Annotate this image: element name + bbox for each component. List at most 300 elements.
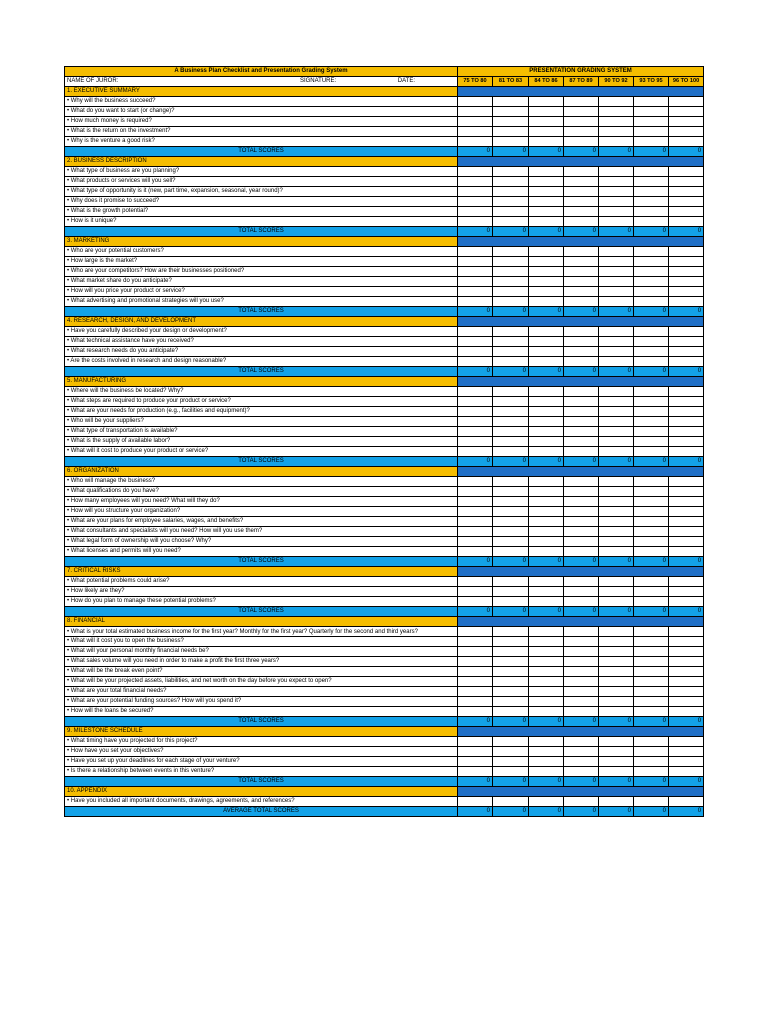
score-cell[interactable] xyxy=(493,507,529,517)
score-cell[interactable] xyxy=(493,247,529,257)
score-cell[interactable] xyxy=(493,167,529,177)
score-cell[interactable] xyxy=(529,707,564,717)
score-cell[interactable] xyxy=(529,137,564,147)
score-cell[interactable] xyxy=(458,447,493,457)
score-cell[interactable] xyxy=(493,387,529,397)
score-cell[interactable] xyxy=(669,267,704,277)
score-cell[interactable] xyxy=(529,527,564,537)
score-cell[interactable] xyxy=(599,287,634,297)
score-cell[interactable] xyxy=(599,337,634,347)
score-cell[interactable] xyxy=(564,247,599,257)
score-cell[interactable] xyxy=(493,107,529,117)
score-cell[interactable] xyxy=(599,497,634,507)
score-cell[interactable] xyxy=(564,637,599,647)
score-cell[interactable] xyxy=(529,587,564,597)
score-cell[interactable] xyxy=(564,447,599,457)
score-cell[interactable] xyxy=(458,337,493,347)
score-cell[interactable] xyxy=(669,187,704,197)
score-cell[interactable] xyxy=(458,487,493,497)
score-cell[interactable] xyxy=(634,587,669,597)
score-cell[interactable] xyxy=(493,667,529,677)
score-cell[interactable] xyxy=(599,737,634,747)
score-cell[interactable] xyxy=(599,587,634,597)
score-cell[interactable] xyxy=(529,477,564,487)
score-cell[interactable] xyxy=(669,297,704,307)
score-cell[interactable] xyxy=(564,697,599,707)
score-cell[interactable] xyxy=(599,747,634,757)
score-cell[interactable] xyxy=(529,167,564,177)
score-cell[interactable] xyxy=(669,547,704,557)
score-cell[interactable] xyxy=(599,487,634,497)
score-cell[interactable] xyxy=(458,497,493,507)
score-cell[interactable] xyxy=(458,267,493,277)
score-cell[interactable] xyxy=(458,537,493,547)
score-cell[interactable] xyxy=(458,657,493,667)
score-cell[interactable] xyxy=(634,657,669,667)
score-cell[interactable] xyxy=(634,687,669,697)
score-cell[interactable] xyxy=(458,427,493,437)
score-cell[interactable] xyxy=(493,497,529,507)
score-cell[interactable] xyxy=(669,357,704,367)
score-cell[interactable] xyxy=(529,257,564,267)
score-cell[interactable] xyxy=(493,527,529,537)
score-cell[interactable] xyxy=(458,597,493,607)
score-cell[interactable] xyxy=(599,677,634,687)
score-cell[interactable] xyxy=(564,407,599,417)
score-cell[interactable] xyxy=(493,267,529,277)
score-cell[interactable] xyxy=(599,387,634,397)
score-cell[interactable] xyxy=(634,647,669,657)
score-cell[interactable] xyxy=(493,797,529,807)
score-cell[interactable] xyxy=(564,217,599,227)
score-cell[interactable] xyxy=(634,767,669,777)
score-cell[interactable] xyxy=(669,677,704,687)
score-cell[interactable] xyxy=(599,447,634,457)
score-cell[interactable] xyxy=(529,417,564,427)
score-cell[interactable] xyxy=(529,487,564,497)
score-cell[interactable] xyxy=(493,767,529,777)
score-cell[interactable] xyxy=(529,747,564,757)
score-cell[interactable] xyxy=(564,597,599,607)
score-cell[interactable] xyxy=(634,207,669,217)
score-cell[interactable] xyxy=(669,697,704,707)
score-cell[interactable] xyxy=(564,747,599,757)
score-cell[interactable] xyxy=(564,327,599,337)
score-cell[interactable] xyxy=(493,417,529,427)
score-cell[interactable] xyxy=(493,407,529,417)
score-cell[interactable] xyxy=(493,347,529,357)
score-cell[interactable] xyxy=(669,707,704,717)
score-cell[interactable] xyxy=(634,387,669,397)
score-cell[interactable] xyxy=(493,257,529,267)
score-cell[interactable] xyxy=(599,397,634,407)
score-cell[interactable] xyxy=(634,757,669,767)
score-cell[interactable] xyxy=(564,167,599,177)
score-cell[interactable] xyxy=(564,337,599,347)
score-cell[interactable] xyxy=(634,397,669,407)
score-cell[interactable] xyxy=(634,357,669,367)
score-cell[interactable] xyxy=(669,327,704,337)
score-cell[interactable] xyxy=(634,167,669,177)
score-cell[interactable] xyxy=(493,207,529,217)
score-cell[interactable] xyxy=(634,577,669,587)
score-cell[interactable] xyxy=(529,177,564,187)
score-cell[interactable] xyxy=(458,667,493,677)
score-cell[interactable] xyxy=(564,297,599,307)
score-cell[interactable] xyxy=(529,797,564,807)
score-cell[interactable] xyxy=(669,647,704,657)
score-cell[interactable] xyxy=(564,277,599,287)
score-cell[interactable] xyxy=(669,427,704,437)
score-cell[interactable] xyxy=(634,667,669,677)
score-cell[interactable] xyxy=(599,667,634,677)
score-cell[interactable] xyxy=(529,647,564,657)
score-cell[interactable] xyxy=(458,627,493,637)
score-cell[interactable] xyxy=(599,527,634,537)
score-cell[interactable] xyxy=(599,297,634,307)
score-cell[interactable] xyxy=(599,657,634,667)
score-cell[interactable] xyxy=(634,497,669,507)
score-cell[interactable] xyxy=(634,137,669,147)
score-cell[interactable] xyxy=(458,127,493,137)
score-cell[interactable] xyxy=(529,677,564,687)
score-cell[interactable] xyxy=(493,327,529,337)
score-cell[interactable] xyxy=(634,537,669,547)
score-cell[interactable] xyxy=(458,107,493,117)
score-cell[interactable] xyxy=(669,337,704,347)
score-cell[interactable] xyxy=(669,177,704,187)
score-cell[interactable] xyxy=(529,517,564,527)
score-cell[interactable] xyxy=(458,587,493,597)
score-cell[interactable] xyxy=(599,427,634,437)
score-cell[interactable] xyxy=(669,287,704,297)
score-cell[interactable] xyxy=(669,167,704,177)
score-cell[interactable] xyxy=(529,277,564,287)
score-cell[interactable] xyxy=(564,497,599,507)
score-cell[interactable] xyxy=(634,337,669,347)
score-cell[interactable] xyxy=(634,247,669,257)
score-cell[interactable] xyxy=(529,657,564,667)
score-cell[interactable] xyxy=(669,437,704,447)
score-cell[interactable] xyxy=(669,197,704,207)
score-cell[interactable] xyxy=(564,417,599,427)
score-cell[interactable] xyxy=(529,337,564,347)
score-cell[interactable] xyxy=(564,427,599,437)
score-cell[interactable] xyxy=(634,437,669,447)
score-cell[interactable] xyxy=(458,737,493,747)
score-cell[interactable] xyxy=(493,357,529,367)
score-cell[interactable] xyxy=(493,187,529,197)
score-cell[interactable] xyxy=(669,117,704,127)
score-cell[interactable] xyxy=(458,647,493,657)
score-cell[interactable] xyxy=(599,577,634,587)
score-cell[interactable] xyxy=(458,767,493,777)
score-cell[interactable] xyxy=(634,287,669,297)
score-cell[interactable] xyxy=(529,427,564,437)
score-cell[interactable] xyxy=(493,647,529,657)
score-cell[interactable] xyxy=(669,247,704,257)
score-cell[interactable] xyxy=(669,127,704,137)
score-cell[interactable] xyxy=(564,677,599,687)
score-cell[interactable] xyxy=(529,497,564,507)
score-cell[interactable] xyxy=(599,437,634,447)
score-cell[interactable] xyxy=(599,177,634,187)
score-cell[interactable] xyxy=(669,767,704,777)
score-cell[interactable] xyxy=(458,207,493,217)
score-cell[interactable] xyxy=(669,217,704,227)
score-cell[interactable] xyxy=(529,737,564,747)
score-cell[interactable] xyxy=(458,167,493,177)
score-cell[interactable] xyxy=(529,687,564,697)
score-cell[interactable] xyxy=(669,627,704,637)
score-cell[interactable] xyxy=(634,97,669,107)
score-cell[interactable] xyxy=(634,197,669,207)
score-cell[interactable] xyxy=(529,287,564,297)
score-cell[interactable] xyxy=(634,217,669,227)
score-cell[interactable] xyxy=(529,117,564,127)
score-cell[interactable] xyxy=(669,587,704,597)
score-cell[interactable] xyxy=(458,177,493,187)
score-cell[interactable] xyxy=(669,517,704,527)
score-cell[interactable] xyxy=(458,357,493,367)
score-cell[interactable] xyxy=(599,167,634,177)
score-cell[interactable] xyxy=(458,397,493,407)
score-cell[interactable] xyxy=(599,627,634,637)
score-cell[interactable] xyxy=(599,127,634,137)
score-cell[interactable] xyxy=(564,657,599,667)
score-cell[interactable] xyxy=(493,197,529,207)
score-cell[interactable] xyxy=(529,217,564,227)
score-cell[interactable] xyxy=(599,277,634,287)
score-cell[interactable] xyxy=(634,447,669,457)
score-cell[interactable] xyxy=(458,757,493,767)
score-cell[interactable] xyxy=(599,217,634,227)
score-cell[interactable] xyxy=(564,177,599,187)
score-cell[interactable] xyxy=(564,187,599,197)
score-cell[interactable] xyxy=(529,397,564,407)
score-cell[interactable] xyxy=(599,637,634,647)
score-cell[interactable] xyxy=(564,207,599,217)
score-cell[interactable] xyxy=(458,507,493,517)
score-cell[interactable] xyxy=(493,427,529,437)
score-cell[interactable] xyxy=(669,477,704,487)
score-cell[interactable] xyxy=(529,437,564,447)
score-cell[interactable] xyxy=(458,347,493,357)
score-cell[interactable] xyxy=(564,287,599,297)
score-cell[interactable] xyxy=(529,357,564,367)
score-cell[interactable] xyxy=(529,637,564,647)
score-cell[interactable] xyxy=(493,437,529,447)
score-cell[interactable] xyxy=(599,417,634,427)
score-cell[interactable] xyxy=(564,117,599,127)
score-cell[interactable] xyxy=(564,527,599,537)
score-cell[interactable] xyxy=(529,507,564,517)
score-cell[interactable] xyxy=(634,107,669,117)
score-cell[interactable] xyxy=(599,117,634,127)
score-cell[interactable] xyxy=(458,297,493,307)
score-cell[interactable] xyxy=(493,277,529,287)
score-cell[interactable] xyxy=(493,547,529,557)
score-cell[interactable] xyxy=(634,177,669,187)
score-cell[interactable] xyxy=(634,347,669,357)
score-cell[interactable] xyxy=(634,797,669,807)
score-cell[interactable] xyxy=(669,207,704,217)
score-cell[interactable] xyxy=(529,697,564,707)
score-cell[interactable] xyxy=(634,257,669,267)
score-cell[interactable] xyxy=(669,597,704,607)
score-cell[interactable] xyxy=(634,117,669,127)
score-cell[interactable] xyxy=(564,647,599,657)
score-cell[interactable] xyxy=(599,797,634,807)
score-cell[interactable] xyxy=(634,627,669,637)
score-cell[interactable] xyxy=(599,187,634,197)
score-cell[interactable] xyxy=(634,187,669,197)
score-cell[interactable] xyxy=(669,387,704,397)
score-cell[interactable] xyxy=(564,757,599,767)
score-cell[interactable] xyxy=(458,707,493,717)
score-cell[interactable] xyxy=(564,767,599,777)
score-cell[interactable] xyxy=(669,257,704,267)
score-cell[interactable] xyxy=(634,427,669,437)
score-cell[interactable] xyxy=(493,597,529,607)
score-cell[interactable] xyxy=(529,197,564,207)
score-cell[interactable] xyxy=(493,177,529,187)
score-cell[interactable] xyxy=(564,577,599,587)
score-cell[interactable] xyxy=(458,407,493,417)
score-cell[interactable] xyxy=(529,107,564,117)
score-cell[interactable] xyxy=(493,747,529,757)
score-cell[interactable] xyxy=(529,757,564,767)
score-cell[interactable] xyxy=(634,477,669,487)
score-cell[interactable] xyxy=(458,137,493,147)
score-cell[interactable] xyxy=(458,327,493,337)
score-cell[interactable] xyxy=(564,507,599,517)
score-cell[interactable] xyxy=(564,477,599,487)
score-cell[interactable] xyxy=(599,707,634,717)
score-cell[interactable] xyxy=(564,347,599,357)
score-cell[interactable] xyxy=(634,417,669,427)
score-cell[interactable] xyxy=(529,247,564,257)
score-cell[interactable] xyxy=(599,357,634,367)
score-cell[interactable] xyxy=(564,197,599,207)
score-cell[interactable] xyxy=(493,477,529,487)
score-cell[interactable] xyxy=(669,537,704,547)
score-cell[interactable] xyxy=(458,187,493,197)
score-cell[interactable] xyxy=(669,397,704,407)
score-cell[interactable] xyxy=(493,537,529,547)
score-cell[interactable] xyxy=(599,347,634,357)
score-cell[interactable] xyxy=(564,437,599,447)
score-cell[interactable] xyxy=(564,257,599,267)
score-cell[interactable] xyxy=(599,537,634,547)
score-cell[interactable] xyxy=(599,547,634,557)
score-cell[interactable] xyxy=(599,647,634,657)
score-cell[interactable] xyxy=(669,277,704,287)
score-cell[interactable] xyxy=(529,577,564,587)
score-cell[interactable] xyxy=(599,517,634,527)
score-cell[interactable] xyxy=(458,477,493,487)
score-cell[interactable] xyxy=(529,387,564,397)
score-cell[interactable] xyxy=(599,327,634,337)
score-cell[interactable] xyxy=(599,247,634,257)
score-cell[interactable] xyxy=(529,187,564,197)
score-cell[interactable] xyxy=(529,537,564,547)
score-cell[interactable] xyxy=(493,447,529,457)
score-cell[interactable] xyxy=(493,337,529,347)
score-cell[interactable] xyxy=(458,797,493,807)
score-cell[interactable] xyxy=(529,667,564,677)
score-cell[interactable] xyxy=(458,217,493,227)
score-cell[interactable] xyxy=(493,677,529,687)
score-cell[interactable] xyxy=(564,547,599,557)
score-cell[interactable] xyxy=(529,447,564,457)
score-cell[interactable] xyxy=(458,257,493,267)
score-cell[interactable] xyxy=(599,597,634,607)
score-cell[interactable] xyxy=(564,97,599,107)
score-cell[interactable] xyxy=(634,637,669,647)
score-cell[interactable] xyxy=(529,347,564,357)
score-cell[interactable] xyxy=(599,767,634,777)
score-cell[interactable] xyxy=(599,257,634,267)
score-cell[interactable] xyxy=(458,637,493,647)
score-cell[interactable] xyxy=(634,597,669,607)
score-cell[interactable] xyxy=(493,707,529,717)
score-cell[interactable] xyxy=(564,667,599,677)
score-cell[interactable] xyxy=(669,637,704,647)
score-cell[interactable] xyxy=(564,737,599,747)
score-cell[interactable] xyxy=(564,537,599,547)
score-cell[interactable] xyxy=(564,797,599,807)
score-cell[interactable] xyxy=(669,737,704,747)
score-cell[interactable] xyxy=(458,287,493,297)
score-cell[interactable] xyxy=(669,657,704,667)
score-cell[interactable] xyxy=(493,397,529,407)
score-cell[interactable] xyxy=(669,407,704,417)
score-cell[interactable] xyxy=(564,517,599,527)
score-cell[interactable] xyxy=(529,127,564,137)
score-cell[interactable] xyxy=(493,217,529,227)
score-cell[interactable] xyxy=(634,737,669,747)
score-cell[interactable] xyxy=(493,687,529,697)
score-cell[interactable] xyxy=(634,327,669,337)
score-cell[interactable] xyxy=(493,697,529,707)
score-cell[interactable] xyxy=(458,697,493,707)
score-cell[interactable] xyxy=(564,707,599,717)
score-cell[interactable] xyxy=(493,657,529,667)
score-cell[interactable] xyxy=(529,267,564,277)
score-cell[interactable] xyxy=(564,127,599,137)
score-cell[interactable] xyxy=(493,627,529,637)
score-cell[interactable] xyxy=(458,517,493,527)
score-cell[interactable] xyxy=(669,97,704,107)
score-cell[interactable] xyxy=(493,757,529,767)
score-cell[interactable] xyxy=(599,507,634,517)
score-cell[interactable] xyxy=(634,127,669,137)
score-cell[interactable] xyxy=(458,417,493,427)
score-cell[interactable] xyxy=(458,97,493,107)
score-cell[interactable] xyxy=(493,487,529,497)
score-cell[interactable] xyxy=(529,547,564,557)
score-cell[interactable] xyxy=(634,547,669,557)
score-cell[interactable] xyxy=(669,347,704,357)
score-cell[interactable] xyxy=(493,577,529,587)
score-cell[interactable] xyxy=(634,707,669,717)
score-cell[interactable] xyxy=(529,597,564,607)
score-cell[interactable] xyxy=(564,107,599,117)
score-cell[interactable] xyxy=(634,697,669,707)
score-cell[interactable] xyxy=(599,267,634,277)
score-cell[interactable] xyxy=(529,297,564,307)
